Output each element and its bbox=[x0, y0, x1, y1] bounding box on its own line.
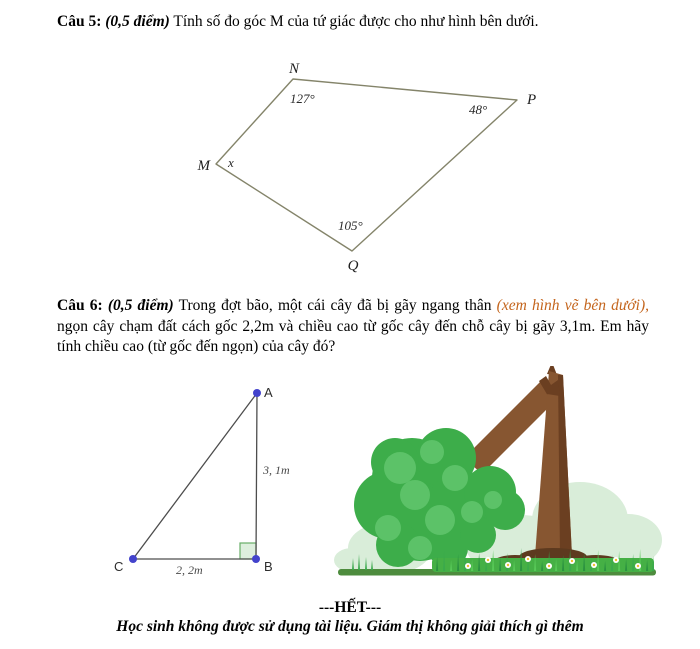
vertex-dot-C bbox=[129, 555, 137, 563]
end-marker: ---HẾT--- bbox=[318, 599, 382, 616]
angle-label-M: x bbox=[228, 155, 234, 170]
footer-note: Học sinh không được sử dụng tài liệu. Giám thị không giải thích gì thêm bbox=[116, 618, 584, 635]
side-length-AB: 3, 1m bbox=[263, 463, 290, 477]
triangle-label-C: C bbox=[114, 559, 124, 574]
angle-label-N: 127° bbox=[290, 91, 315, 106]
vertex-label-Q: Q bbox=[347, 258, 359, 274]
triangle-label-B: B bbox=[264, 559, 273, 574]
broken-tree-illustration bbox=[333, 366, 663, 580]
vertex-dot-A bbox=[253, 389, 261, 397]
footer bbox=[0, 598, 700, 636]
triangle-outline bbox=[133, 393, 257, 559]
angle-label-P: 48° bbox=[469, 102, 488, 117]
triangle-label-A: A bbox=[264, 385, 273, 400]
question-5-paragraph bbox=[57, 12, 649, 33]
question-6-points: (0,5 điểm) bbox=[107, 297, 174, 314]
quadrilateral-figure bbox=[185, 55, 555, 283]
vertex-label-M: M bbox=[197, 158, 210, 174]
angle-label-Q: 105° bbox=[338, 218, 363, 233]
question-5-label: Câu 5: bbox=[57, 13, 106, 30]
vertex-label-P: P bbox=[527, 92, 537, 108]
vertex-label-N: N bbox=[288, 61, 300, 77]
question-6-highlight: (xem hình vẽ bên dưới), bbox=[496, 297, 649, 314]
question-6-label: Câu 6: bbox=[57, 297, 108, 314]
vertex-dot-B bbox=[252, 555, 260, 563]
triangle-figure bbox=[105, 378, 300, 583]
question-5-text: Tính số đo góc M của tứ giác được cho như hình bên dưới. bbox=[169, 13, 539, 30]
side-length-CB: 2, 2m bbox=[176, 563, 203, 577]
question-6-text-2: ngọn cây chạm đất cách gốc 2,2m và chiều cao từ gốc cây đến chỗ cây bị gãy 3,1m. Em hãy tính chiều cao (từ gốc đến ngọn) của cây đó? bbox=[57, 317, 649, 355]
question-6-text-1: Trong đợt bão, một cái cây đã bị gãy ngang thân bbox=[173, 297, 497, 314]
question-5-points: (0,5 điểm) bbox=[105, 13, 170, 30]
question-6-paragraph bbox=[57, 296, 649, 358]
